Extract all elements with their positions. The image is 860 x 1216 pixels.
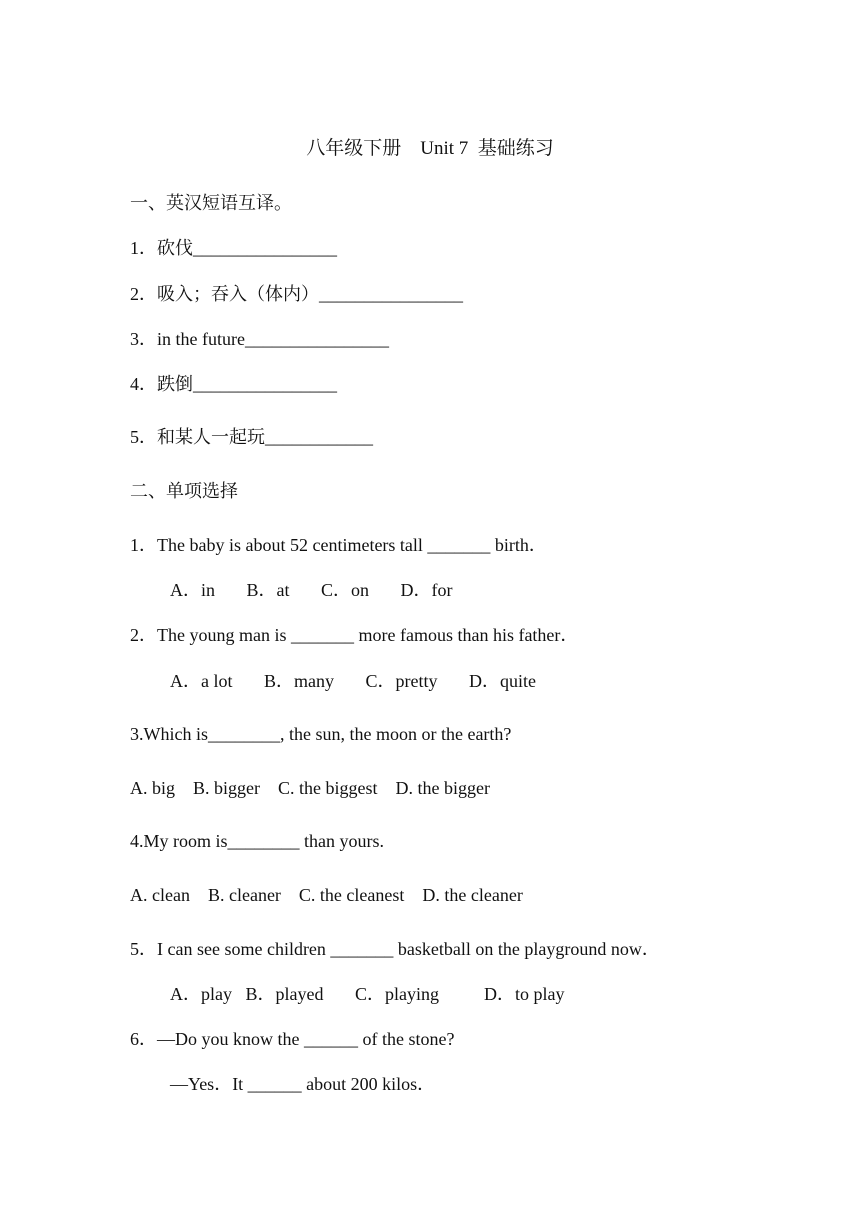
section2-heading: 二、单项选择 [130,481,238,501]
question-options: A．a lot B．many C．pretty D．quite [170,671,536,691]
question-options: A．play B．played C．playing D．to play [170,984,565,1004]
question-options: A．in B．at C．on D．for [170,580,453,600]
question-stem: 6．—Do you know the ______ of the stone? [130,1029,455,1049]
question-stem: 1．The baby is about 52 centimeters tall _______ birth． [130,535,547,555]
question-answer-line: —Yes．It ______ about 200 kilos． [170,1074,436,1094]
phrase-item: 4．跌倒________________ [130,374,337,394]
question-stem: 2．The young man is _______ more famous than his father． [130,625,579,645]
phrase-item: 1．砍伐________________ [130,238,337,258]
question-options: A. clean B. cleaner C. the cleanest D. the cleaner [130,885,523,905]
phrase-item: 5．和某人一起玩____________ [130,427,373,447]
phrase-item: 3．in the future________________ [130,329,389,349]
phrase-item: 2．吸入；吞入（体内）________________ [130,284,463,304]
question-stem: 3.Which is________, the sun, the moon or the earth? [130,724,512,744]
question-stem: 4.My room is________ than yours. [130,831,384,851]
question-stem: 5．I can see some children _______ basketball on the playground now． [130,939,660,959]
page-title: 八年级下册 Unit 7 基础练习 [306,138,554,159]
section1-heading: 一、英汉短语互译。 [130,193,292,213]
question-options: A. big B. bigger C. the biggest D. the bigger [130,778,490,798]
